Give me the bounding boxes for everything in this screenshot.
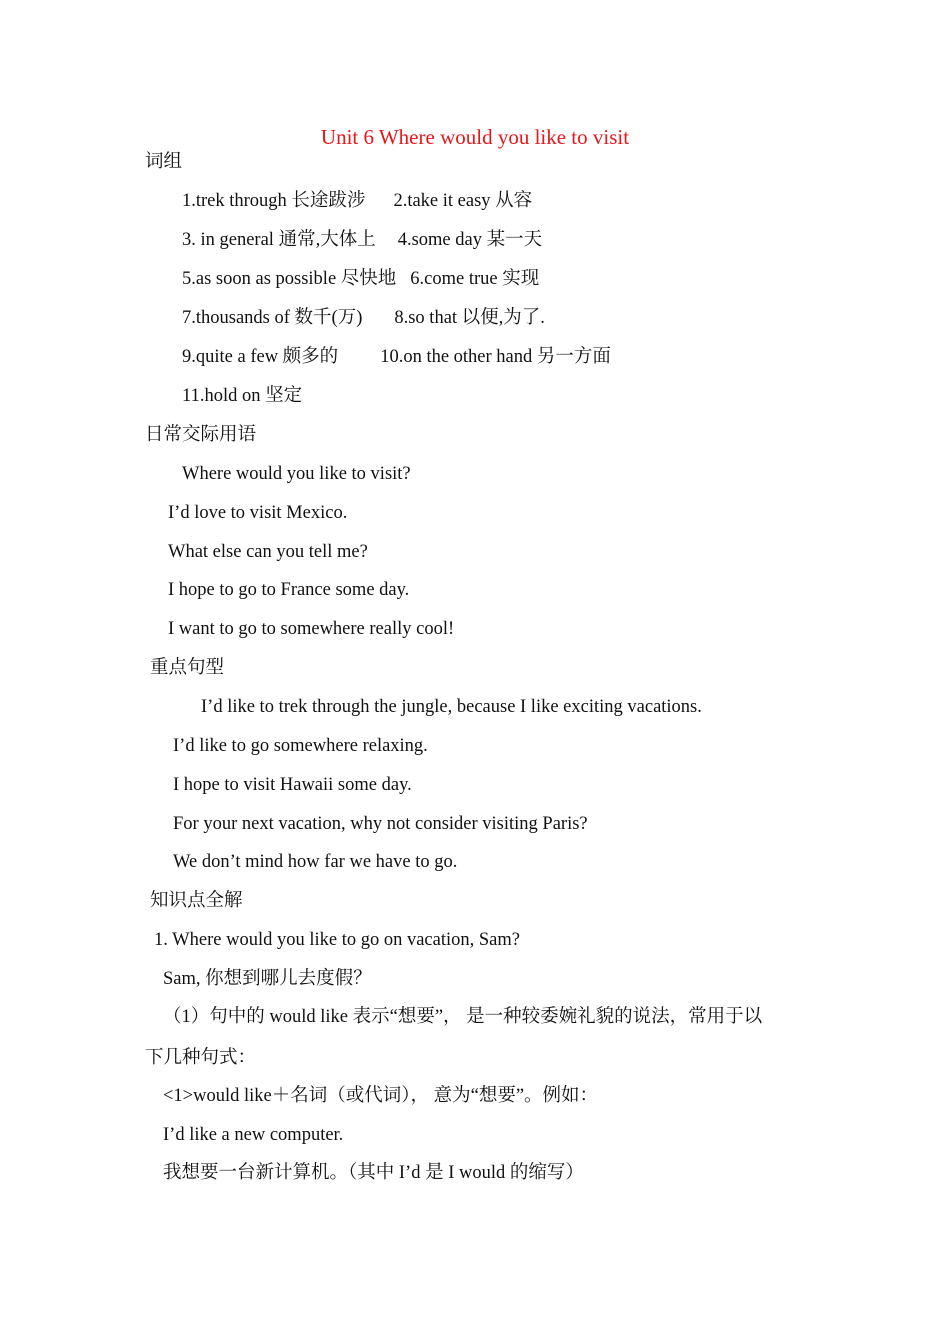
expression-line: I hope to go to France some day.	[168, 580, 410, 600]
phrase-item: 3. in general 通常,大体上	[182, 230, 376, 250]
phrase-item: 10.on the other hand 另一方面	[380, 347, 611, 367]
phrase-item: 6.come true 实现	[410, 269, 540, 289]
key-sentence-line: We don’t mind how far we have to go.	[173, 852, 458, 872]
phrase-row	[182, 267, 539, 291]
expression-line: Where would you like to visit?	[182, 464, 411, 484]
expression-line: I’d love to visit Mexico.	[168, 503, 348, 523]
phrase-row	[182, 345, 611, 369]
phrase-item: 7.thousands of 数千(万)	[182, 308, 363, 328]
knowledge-line: 下几种句式：	[145, 1048, 257, 1068]
phrase-item: 8.so that 以便,为了.	[394, 308, 545, 328]
section-heading-key-sentences: 重点句型	[150, 658, 225, 678]
phrase-item: 5.as soon as possible 尽快地	[182, 269, 397, 289]
phrase-row	[182, 228, 542, 252]
phrase-row	[182, 384, 302, 408]
knowledge-line: 我想要一台新计算机。（其中 I’d 是 I would 的缩写）	[163, 1163, 584, 1183]
section-heading-phrases: 词组	[145, 152, 183, 172]
phrase-item: 11.hold on 坚定	[182, 386, 303, 406]
knowledge-line: I’d like a new computer.	[163, 1125, 344, 1145]
phrase-row	[182, 189, 532, 213]
key-sentence-line: I’d like to go somewhere relaxing.	[173, 736, 428, 756]
knowledge-line: （1）句中的 would like 表示“想要”， 是一种较委婉礼貌的说法，常用于以	[163, 1007, 763, 1027]
phrase-row	[182, 306, 545, 330]
phrase-item: 2.take it easy 从容	[393, 191, 533, 211]
document-title: Unit 6 Where would you like to visit	[320, 125, 630, 149]
knowledge-line: 1. Where would you like to go on vacation, Sam?	[154, 930, 520, 950]
key-sentence-line: I’d like to trek through the jungle, because I like exciting vacations.	[201, 697, 702, 717]
key-sentence-line: I hope to visit Hawaii some day.	[173, 775, 412, 795]
phrase-item: 4.some day 某一天	[397, 230, 543, 250]
phrase-item: 1.trek through 长途跋涉	[182, 191, 366, 211]
phrase-item: 9.quite a few 颇多的	[182, 347, 339, 367]
key-sentence-line: For your next vacation, why not consider visiting Paris?	[173, 814, 588, 834]
section-heading-expressions: 日常交际用语	[145, 425, 257, 445]
section-heading-knowledge: 知识点全解	[150, 891, 243, 911]
knowledge-line: <1>would like＋名词（或代词）， 意为“想要”。例如：	[163, 1086, 599, 1106]
expression-line: What else can you tell me?	[168, 542, 368, 562]
expression-line: I want to go to somewhere really cool!	[168, 619, 455, 639]
knowledge-line: Sam, 你想到哪儿去度假？	[163, 969, 372, 989]
